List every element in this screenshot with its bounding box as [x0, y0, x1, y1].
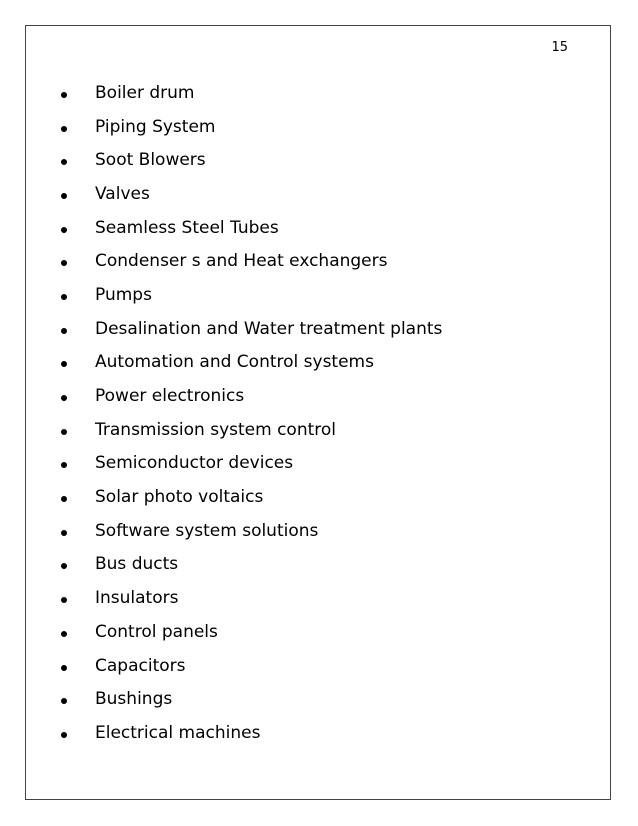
list-item-text: Soot Blowers: [95, 150, 206, 171]
bullet-icon: [61, 698, 67, 704]
list-item-text: Bus ducts: [95, 554, 179, 575]
bullet-icon: [61, 732, 67, 738]
bullet-icon: [61, 227, 67, 233]
list-item-text: Automation and Control systems: [95, 352, 374, 373]
list-item-text: Semiconductor devices: [95, 453, 294, 474]
list-item-text: Boiler drum: [95, 82, 195, 103]
bullet-icon: [61, 530, 67, 536]
list-item: [58, 177, 578, 211]
bullet-icon: [61, 563, 67, 569]
list-item: [58, 143, 578, 177]
bullet-icon: [61, 126, 67, 132]
list-item: [58, 514, 578, 548]
list-item: [58, 413, 578, 447]
list-item: [58, 312, 578, 346]
list-item-text: Insulators: [95, 588, 179, 609]
list-item-text: Desalination and Water treatment plants: [95, 318, 443, 339]
list-item: [58, 581, 578, 615]
bullet-icon: [61, 462, 67, 468]
list-item: [58, 447, 578, 481]
list-item: [58, 682, 578, 716]
bullet-icon: [61, 496, 67, 502]
list-item: [58, 379, 578, 413]
list-item-text: Bushings: [95, 689, 173, 710]
bullet-icon: [61, 193, 67, 199]
list-item-text: Software system solutions: [95, 520, 319, 541]
bullet-list: [58, 76, 578, 750]
list-item: [58, 244, 578, 278]
list-item: [58, 480, 578, 514]
bullet-icon: [61, 92, 67, 98]
bullet-icon: [61, 260, 67, 266]
list-item: [58, 278, 578, 312]
list-item-text: Electrical machines: [95, 722, 261, 743]
bullet-icon: [61, 597, 67, 603]
list-item-text: Capacitors: [95, 655, 186, 676]
list-item: [58, 76, 578, 110]
list-item-text: Transmission system control: [95, 419, 337, 440]
bullet-icon: [61, 665, 67, 671]
list-item: [58, 211, 578, 245]
bullet-icon: [61, 631, 67, 637]
bullet-icon: [61, 395, 67, 401]
list-item: [58, 346, 578, 380]
list-item-text: Seamless Steel Tubes: [95, 217, 279, 238]
page-number: 15: [551, 40, 568, 55]
list-item-text: Solar photo voltaics: [95, 487, 264, 508]
list-item: [58, 615, 578, 649]
list-item: [58, 548, 578, 582]
list-item: [58, 716, 578, 750]
list-item-text: Condenser s and Heat exchangers: [95, 251, 388, 272]
bullet-icon: [61, 159, 67, 165]
bullet-icon: [61, 328, 67, 334]
list-item-text: Control panels: [95, 621, 218, 642]
list-item-text: Piping System: [95, 116, 216, 137]
list-item-text: Valves: [95, 183, 150, 204]
bullet-icon: [61, 294, 67, 300]
bullet-icon: [61, 361, 67, 367]
list-item-text: Power electronics: [95, 386, 245, 407]
bullet-icon: [61, 429, 67, 435]
list-item: [58, 110, 578, 144]
list-item-text: Pumps: [95, 284, 152, 305]
list-item: [58, 649, 578, 683]
